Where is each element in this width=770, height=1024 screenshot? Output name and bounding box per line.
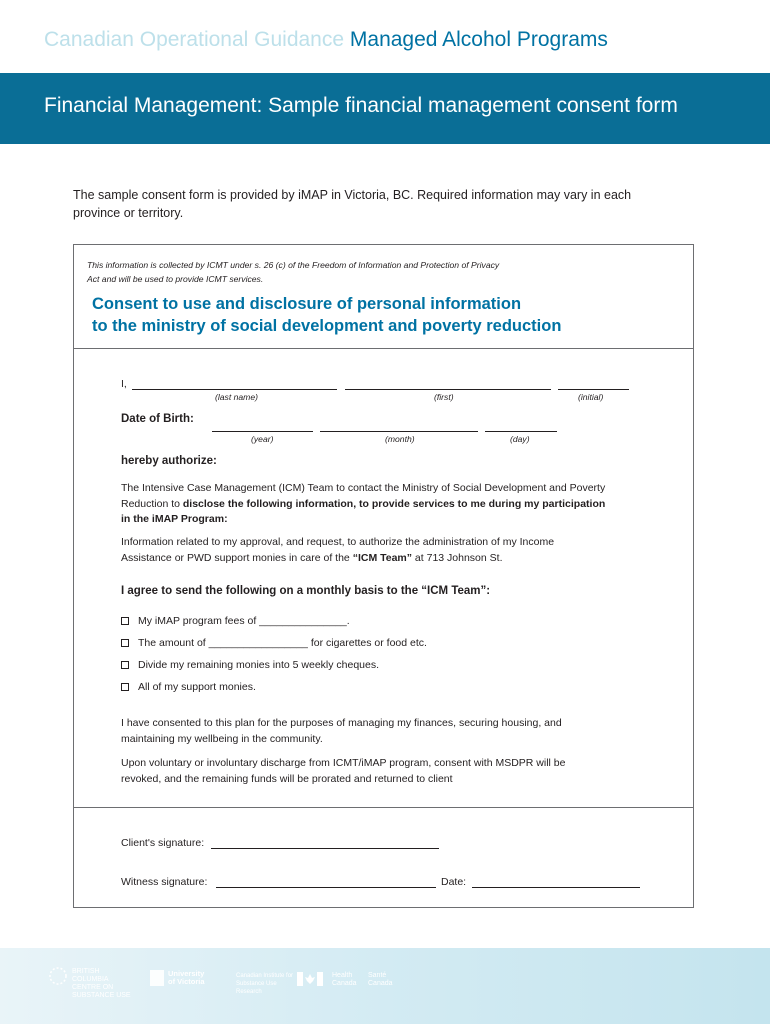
- fees-checkbox[interactable]: [121, 617, 129, 625]
- first-name-field[interactable]: [345, 389, 551, 390]
- consent-form-box: [73, 244, 694, 908]
- fees-checkbox-label: My iMAP program fees of _______________.: [138, 615, 350, 627]
- last-name-caption: (last name): [215, 392, 258, 402]
- all-monies-checkbox[interactable]: [121, 683, 129, 691]
- info-paragraph-end: at 713 Johnson St.: [412, 551, 503, 564]
- info-paragraph: [121, 535, 601, 566]
- dob-day-caption: (day): [510, 434, 530, 444]
- initial-field[interactable]: [558, 389, 629, 390]
- amount-checkbox[interactable]: [121, 639, 129, 647]
- bccsu-logo-text: BRITISH COLUMBIA CENTRE ON SUBSTANCE USE: [72, 968, 131, 999]
- witness-signature-label: Witness signature:: [121, 876, 208, 888]
- authorize-paragraph-text: The Intensive Case Management (ICM) Team to contact the Ministry of Social Development and Poverty Reduction to: [121, 482, 606, 510]
- health-canada-text: Health Canada: [332, 972, 357, 987]
- info-paragraph-text: Information related to my approval, and request, to authorize the administration of my Income Assistance or PWD support monies in care of the: [121, 536, 555, 564]
- section-title: Financial Management: Sample financial management consent form: [44, 94, 678, 117]
- dob-label: Date of Birth:: [121, 413, 194, 425]
- discharge-paragraph: Upon voluntary or involuntary discharge from ICMT/iMAP program, consent with MSDPR will be revoked, and the remaining funds will be prorated and returned to client: [121, 757, 566, 785]
- client-signature-field[interactable]: [211, 848, 439, 849]
- client-signature-label: Client's signature:: [121, 837, 205, 849]
- agree-label: I agree to send the following on a monthly basis to the “ICM Team”:: [121, 585, 491, 597]
- authorize-paragraph-bold: disclose the following information, to provide services to me during my participation in the iMAP Program:: [121, 497, 606, 525]
- initial-caption: (initial): [578, 392, 604, 402]
- authorize-label: hereby authorize:: [121, 455, 217, 467]
- uvic-logo-text: University of Victoria: [168, 969, 205, 986]
- document-header: [44, 28, 608, 52]
- authorize-paragraph: [121, 481, 611, 528]
- sante-canada-text: Santé Canada: [368, 972, 393, 987]
- dob-day-field[interactable]: [485, 431, 557, 432]
- all-monies-checkbox-label: All of my support monies.: [138, 681, 256, 693]
- dob-year-field[interactable]: [212, 431, 313, 432]
- last-name-field[interactable]: [132, 389, 337, 390]
- date-field[interactable]: [472, 887, 640, 888]
- consent-title-line2: to the ministry of social development and poverty reduction: [92, 317, 562, 335]
- witness-signature-field[interactable]: [216, 887, 436, 888]
- weekly-cheques-checkbox-label: Divide my remaining monies into 5 weekly cheques.: [138, 659, 380, 671]
- consent-title-line1: Consent to use and disclosure of personal information: [92, 295, 522, 313]
- consent-title: [92, 293, 672, 337]
- intro-text: The sample consent form is provided by iMAP in Victoria, BC. Required information may vary in each province or territory.: [73, 188, 632, 220]
- uvic-crest-icon: [150, 970, 164, 986]
- guidance-label: Canadian Operational Guidance: [44, 28, 345, 51]
- bccsu-logo-icon: [48, 966, 68, 986]
- form-divider-bottom: [73, 807, 694, 808]
- dob-month-caption: (month): [385, 434, 415, 444]
- first-name-caption: (first): [434, 392, 454, 402]
- dob-month-field[interactable]: [320, 431, 478, 432]
- form-divider-top: [73, 348, 694, 349]
- canada-flag-icon: [297, 972, 323, 986]
- weekly-cheques-checkbox[interactable]: [121, 661, 129, 669]
- privacy-notice: This information is collected by ICMT under s. 26 (c) of the Freedom of Information and Protection of Privacy Act and will be used to provide ICMT services.: [87, 260, 500, 284]
- amount-checkbox-label: The amount of _________________ for cigarettes or food etc.: [138, 637, 427, 649]
- dob-year-caption: (year): [251, 434, 274, 444]
- consent-paragraph: I have consented to this plan for the purposes of managing my finances, securing housing, and maintaining my wellbeing in the community.: [121, 717, 562, 745]
- date-label: Date:: [441, 876, 467, 888]
- cisur-logo-text: Canadian Institute for Substance Use Research: [236, 973, 294, 995]
- program-label: Managed Alcohol Programs: [349, 28, 608, 51]
- name-prefix: I,: [121, 378, 127, 390]
- info-paragraph-bold: “ICM Team”: [352, 551, 413, 564]
